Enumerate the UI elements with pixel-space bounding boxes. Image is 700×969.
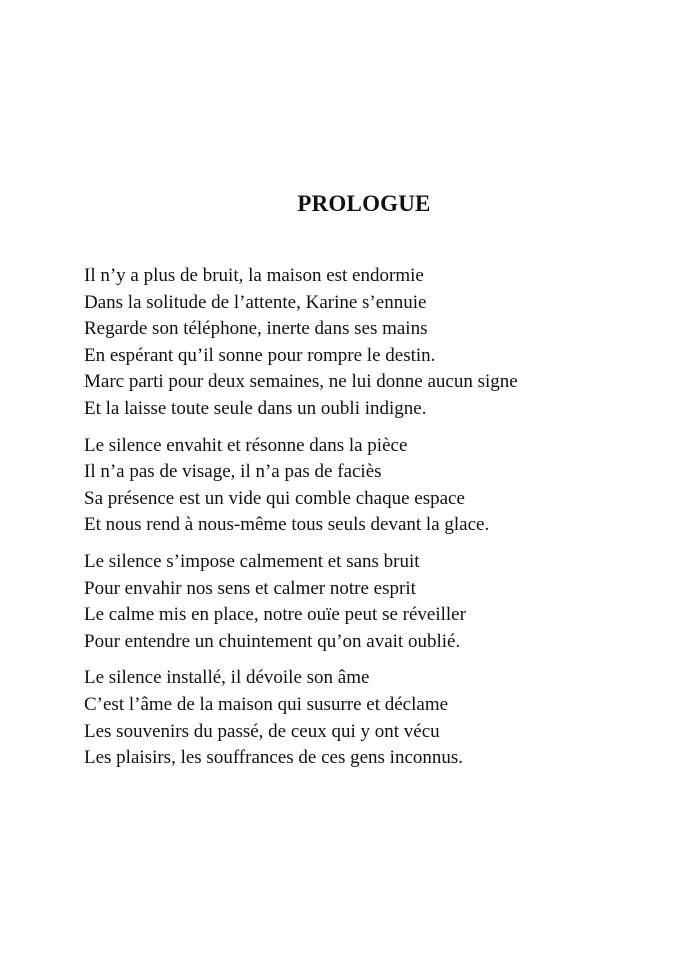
poem-line: Il n’y a plus de bruit, la maison est endormie (84, 265, 424, 286)
poem-line: En espérant qu’il sonne pour rompre le destin. (84, 344, 436, 366)
stanza-2 (84, 433, 644, 539)
poem-line: Pour entendre un chuintement qu’on avait oublié. (84, 630, 461, 652)
poem-line: Le calme mis en place, notre ouïe peut se réveiller (84, 604, 466, 626)
poem-line: Les souvenirs du passé, de ceux qui y ont vécu (84, 720, 440, 742)
poem-line: Il n’a pas de visage, il n’a pas de faciès (84, 461, 382, 483)
page-title: PROLOGUE (297, 191, 431, 216)
poem-line: Et la laisse toute seule dans un oubli indigne. (84, 397, 427, 419)
poem-line: C’est l’âme de la maison qui susurre et déclame (84, 693, 449, 715)
poem-line: Les plaisirs, les souffrances de ces gens inconnus. (84, 747, 464, 769)
stanza-3 (84, 549, 644, 655)
poem-line: Pour envahir nos sens et calmer notre esprit (84, 577, 416, 599)
poem-body (84, 263, 644, 782)
poem-line: Le silence envahit et résonne dans la pièce (84, 434, 408, 456)
poem-line: Regarde son téléphone, inerte dans ses mains (84, 318, 428, 340)
stanza-1 (84, 263, 644, 423)
poem-line: Dans la solitude de l’attente, Karine s’ennuie (84, 291, 427, 313)
stanza-4 (84, 665, 644, 771)
poem-line: Le silence s’impose calmement et sans bruit (84, 550, 420, 572)
poem-line: Le silence installé, il dévoile son âme (84, 667, 370, 689)
poem-line: Et nous rend à nous-même tous seuls devant la glace. (84, 514, 490, 536)
poem-line: Marc parti pour deux semaines, ne lui donne aucun signe (84, 371, 518, 393)
poem-line: Sa présence est un vide qui comble chaque espace (84, 487, 465, 509)
